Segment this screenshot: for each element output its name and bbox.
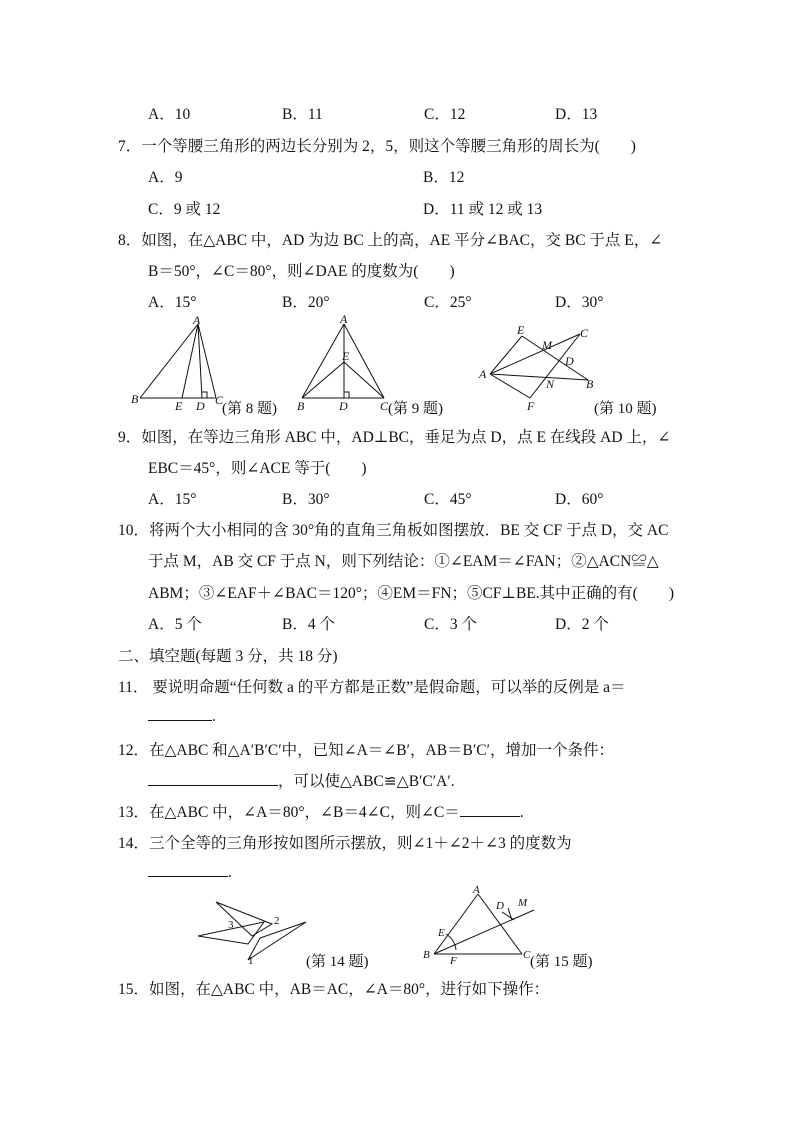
q11-answer-line [148,706,216,726]
q8-option-b: B．20° [282,294,330,311]
fig10-label-d: D [565,354,574,368]
fig10-label-c: C [580,326,589,340]
figure-14 [194,892,314,968]
q6-option-a: A．10 [148,106,191,123]
q6-option-b: B．11 [282,106,323,123]
fig15-caption: (第 15 题) [530,954,593,970]
q9-option-d: D．60° [555,491,604,508]
fig10-label-n: N [546,377,555,391]
q12-stem-line1: 12．在△ABC 和△A′B′C′中，已知∠A＝∠B′，AB＝B′C′，增加一个条件： [118,742,615,759]
fig10-label-m: M [542,338,552,352]
q10-option-d: D．2 个 [555,616,609,633]
q10-stem-line1: 10．将两个大小相同的含 30°角的直角三角板如图摆放．BE 交 CF 于点 D，交 AC [118,522,669,539]
q7-stem: 7．一个等腰三角形的两边长分别为 2，5，则这个等腰三角形的周长为( ) [118,138,636,155]
q12-suffix: ，可以使△ABC≌△B′C′A′. [278,773,455,790]
fig14-label-3: 3 [228,919,234,931]
q10-stem-line3: ABM；③∠EAF＋∠BAC＝120°；④EM＝FN；⑤CF⊥BE.其中正确的有( ) [148,585,674,602]
fig15-label-m: M [518,897,528,909]
q9-stem-line1: 9．如图，在等边三角形 ABC 中，AD⊥BC，垂足为点 D，点 E 在线段 AD 上，∠ [118,429,671,446]
figure-9 [292,314,392,412]
q14-suffix: . [228,864,232,881]
q8-option-d: D．30° [555,294,604,311]
q8-option-a: A．15° [148,294,197,311]
fig9-label-d: D [339,399,348,412]
q14-answer-blank[interactable] [148,862,228,877]
q14-answer-line [148,862,232,882]
fig10-label-a: A [479,367,487,381]
q7-option-b: B．12 [423,169,465,186]
q13-prefix: 13．在△ABC 中，∠A＝80°，∠B＝4∠C，则∠C＝ [118,804,460,821]
figure-15 [420,884,540,968]
q11-answer-blank[interactable] [148,706,212,721]
q8-stem-line2: B＝50°，∠C＝80°，则∠DAE 的度数为( ) [148,263,455,280]
q11-stem-line1: 11． 要说明命题“任何数 a 的平方都是正数”是假命题，可以举的反例是 a＝ [118,679,626,696]
fig15-label-c: C [523,949,531,961]
fig9-label-b: B [297,399,305,412]
fig15-label-e: E [438,927,445,939]
q7-option-c: C．9 或 12 [148,201,221,218]
fig14-label-2: 2 [274,915,280,927]
q10-stem-line2: 于点 M，AB 交 CF 于点 N，则下列结论：①∠EAM＝∠FAN；②△ACN≌△ [148,553,659,570]
fig14-caption: (第 14 题) [306,954,369,970]
q12-answer-line [148,769,455,791]
q13-suffix: . [519,804,524,821]
q8-option-c: C．25° [424,294,472,311]
fig10-caption: (第 10 题) [594,401,657,417]
q11-suffix: . [212,708,216,725]
q6-option-c: C．12 [424,106,466,123]
fig8-label-e: E [175,399,183,412]
fig9-caption: (第 9 题) [388,401,443,417]
fig10-label-f: F [527,399,535,413]
q7-option-a: A．9 [148,169,183,186]
q14-stem-line1: 14．三个全等的三角形按如图所示摆放，则∠1＋∠2＋∠3 的度数为 [118,835,572,852]
q6-option-d: D．13 [555,106,598,123]
fig10-label-b: B [586,377,594,391]
fig14-label-1: 1 [248,955,254,967]
q9-option-a: A．15° [148,491,197,508]
q12-answer-blank[interactable] [148,771,278,786]
figure-10 [476,322,606,414]
q13-stem [118,800,524,822]
fig15-label-a: A [473,884,480,896]
q8-stem-line1: 8．如图，在△ABC 中，AD 为边 BC 上的高，AE 平分∠BAC，交 BC 于点 E，∠ [118,232,663,249]
q9-stem-line2: EBC＝45°，则∠ACE 等于( ) [148,460,367,477]
fig8-caption: (第 8 题) [222,401,277,417]
fig9-label-c: C [380,399,389,412]
fig8-label-d: D [196,399,205,412]
fig9-label-e: E [342,349,350,363]
q13-answer-blank[interactable] [460,802,520,817]
fig10-label-e: E [517,323,525,337]
fig8-label-c: C [215,393,224,407]
fig15-label-f: F [450,955,457,967]
figure-8 [130,316,230,412]
fig9-label-a: A [340,314,348,326]
fig15-label-d: D [496,900,504,912]
q9-option-b: B．30° [282,491,330,508]
q7-option-d: D．11 或 12 或 13 [423,201,543,218]
q10-option-c: C．3 个 [424,616,477,633]
section-2-heading: 二、填空题(每题 3 分，共 18 分) [118,648,338,665]
fig8-label-b: B [131,392,139,406]
q15-stem-line1: 15．如图，在△ABC 中，AB＝AC，∠A＝80°，进行如下操作： [118,981,550,998]
fig8-label-a: A [193,316,201,327]
q10-option-a: A．5 个 [148,616,202,633]
fig15-label-b: B [423,949,430,961]
q10-option-b: B．4 个 [282,616,335,633]
q9-option-c: C．45° [424,491,472,508]
